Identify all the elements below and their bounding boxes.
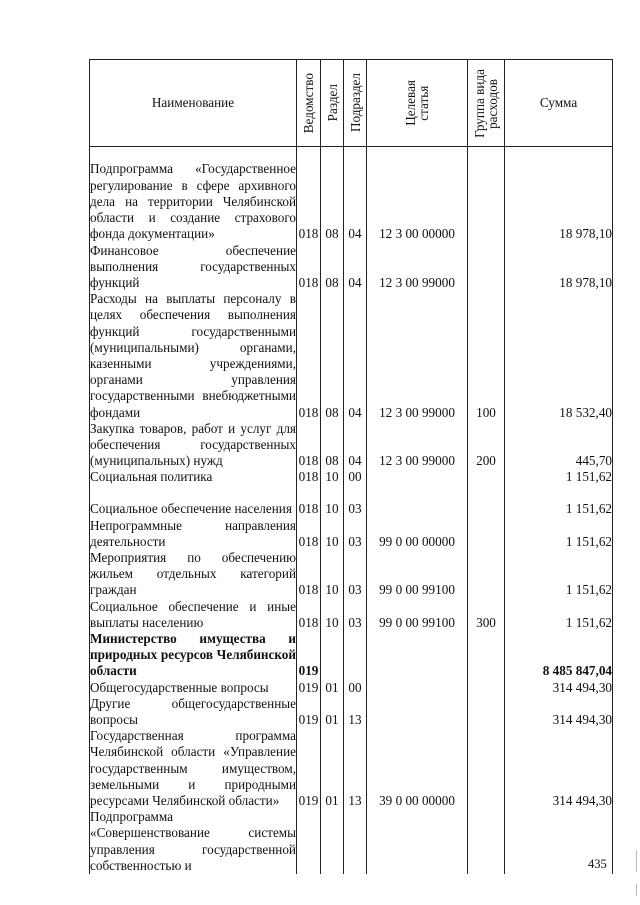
row-name: Непрограммные направления деятельности: [90, 517, 296, 549]
row-dept: 019: [297, 680, 321, 696]
row-target: 99 0 00 99100: [367, 599, 468, 631]
row-sum: 445,70: [505, 421, 613, 470]
row-section: 08: [321, 147, 344, 243]
row-target: 12 3 00 00000: [367, 147, 468, 243]
row-name: Социальное обеспечение населения: [90, 486, 297, 518]
row-group: [468, 680, 505, 696]
row-subsection: 03: [344, 550, 367, 599]
row-target: 99 0 00 00000: [367, 518, 468, 550]
table-row: [90, 599, 613, 631]
table-row: [90, 809, 613, 874]
row-subsection: [344, 631, 367, 680]
row-section: 01: [321, 680, 344, 696]
table-row: [90, 421, 613, 470]
row-dept: 018: [297, 291, 321, 421]
header-row: [90, 60, 613, 147]
row-target: 12 3 00 99000: [367, 291, 468, 421]
row-sum: 18 532,40: [505, 291, 613, 421]
row-group: [468, 486, 505, 518]
table-row: [90, 680, 613, 696]
row-section: 10: [321, 550, 344, 599]
row-sum: 8 485 847,04: [505, 631, 613, 680]
row-group: [468, 809, 505, 874]
row-subsection: 03: [344, 518, 367, 550]
row-subsection: 13: [344, 696, 367, 728]
row-sum: 314 494,30: [505, 696, 613, 728]
row-dept: 019: [297, 728, 321, 809]
row-dept: 018: [297, 421, 321, 470]
row-dept: [297, 809, 321, 874]
row-target: 12 3 00 99000: [367, 421, 468, 470]
table-row: [90, 147, 613, 243]
row-section: 08: [321, 421, 344, 470]
row-section: 10: [321, 599, 344, 631]
header-group: Группа вида расходов: [468, 60, 505, 147]
header-dept: Ведомство: [297, 60, 321, 147]
scan-edge-mark: [636, 884, 637, 896]
table-row: [90, 243, 613, 292]
row-target: [367, 696, 468, 728]
row-name: Социальное обеспечение и иные выплаты населению: [90, 598, 296, 630]
row-name: Расходы на выплаты персоналу в целях обеспечения выполнения функций государственными (муниципальными) органами, казенными учреждениями, органами управления государственными внебюджетными фондами: [90, 291, 296, 420]
row-section: 10: [321, 518, 344, 550]
row-group: [468, 631, 505, 680]
row-name: Подпрограмма «Совершенствование системы управления государственной собственностью и: [90, 809, 296, 873]
row-name: Государственная программа Челябинской области «Управление государственным имуществом, земельными и природными ресурсами Челябинской области»: [90, 728, 296, 808]
table-row: [90, 486, 613, 518]
row-group: 300: [468, 599, 505, 631]
row-target: 39 0 00 00000: [367, 728, 468, 809]
row-target: 12 3 00 99000: [367, 243, 468, 292]
row-section: [321, 809, 344, 874]
row-target: 99 0 00 99100: [367, 550, 468, 599]
row-group: [468, 147, 505, 243]
header-target: Целевая статья: [367, 60, 468, 147]
table-row: [90, 291, 613, 421]
row-group: [468, 550, 505, 599]
table-row: [90, 550, 613, 599]
row-name: Общегосударственные вопросы: [90, 680, 297, 696]
row-section: 01: [321, 696, 344, 728]
row-section: [321, 631, 344, 680]
table-row: [90, 696, 613, 728]
row-section: 08: [321, 291, 344, 421]
row-section: 01: [321, 728, 344, 809]
table-row: [90, 518, 613, 550]
row-subsection: 04: [344, 291, 367, 421]
row-section: 10: [321, 486, 344, 518]
row-name: Подпрограмма «Государственное регулирование в сфере архивного дела на территории Челябинской области и создание страхового фонда документации»: [90, 147, 297, 243]
row-group: [468, 243, 505, 292]
table-row: [90, 469, 613, 485]
row-dept: 019: [297, 631, 321, 680]
header-section: Раздел: [321, 60, 344, 147]
row-sum: 18 978,10: [505, 243, 613, 292]
page-number: 435: [588, 857, 607, 871]
row-name: Социальная политика: [90, 469, 297, 485]
row-sum: 314 494,30: [505, 680, 613, 696]
row-subsection: 00: [344, 469, 367, 485]
row-section: 10: [321, 469, 344, 485]
row-dept: 018: [297, 599, 321, 631]
row-name: Другие общегосударственные вопросы: [90, 695, 296, 727]
row-dept: 019: [297, 696, 321, 728]
row-dept: 018: [297, 518, 321, 550]
row-group: [468, 728, 505, 809]
header-name: Наименование: [90, 60, 297, 147]
row-name: Финансовое обеспечение выполнения государственных функций: [90, 242, 296, 290]
row-name: Мероприятия по обеспечению жильем отдельных категорий граждан: [90, 549, 296, 598]
row-subsection: 03: [344, 599, 367, 631]
row-group: [468, 469, 505, 485]
row-group: 200: [468, 421, 505, 470]
table-row: [90, 631, 613, 680]
row-sum: 1 151,62: [505, 518, 613, 550]
row-group: [468, 518, 505, 550]
row-target: [367, 680, 468, 696]
row-section: 08: [321, 243, 344, 292]
row-sum: 18 978,10: [505, 147, 613, 243]
row-dept: 018: [297, 469, 321, 485]
budget-table: [89, 59, 613, 874]
row-dept: 018: [297, 550, 321, 599]
row-sum: 1 151,62: [505, 599, 613, 631]
row-target: [367, 631, 468, 680]
row-group: [468, 696, 505, 728]
row-dept: 018: [297, 243, 321, 292]
scan-edge-mark: [636, 850, 637, 872]
row-subsection: 13: [344, 728, 367, 809]
row-subsection: 00: [344, 680, 367, 696]
row-name: Закупка товаров, работ и услуг для обеспечения государственных (муниципальных) нужд: [90, 420, 296, 469]
row-subsection: [344, 809, 367, 874]
row-name: Министерство имущества и природных ресурсов Челябинской области: [90, 630, 296, 679]
row-subsection: 04: [344, 243, 367, 292]
row-sum: 314 494,30: [505, 728, 613, 809]
row-dept: 018: [297, 147, 321, 243]
row-sum: 1 151,62: [505, 486, 613, 518]
row-target: [367, 486, 468, 518]
header-subsection: Подраздел: [344, 60, 367, 147]
row-sum: 1 151,62: [505, 550, 613, 599]
row-subsection: 03: [344, 486, 367, 518]
row-subsection: 04: [344, 421, 367, 470]
row-subsection: 04: [344, 147, 367, 243]
row-target: [367, 469, 468, 485]
header-sum: Сумма: [505, 60, 613, 147]
row-sum: 1 151,62: [505, 469, 613, 485]
row-dept: 018: [297, 486, 321, 518]
row-group: 100: [468, 291, 505, 421]
row-target: [367, 809, 468, 874]
table-row: [90, 728, 613, 809]
